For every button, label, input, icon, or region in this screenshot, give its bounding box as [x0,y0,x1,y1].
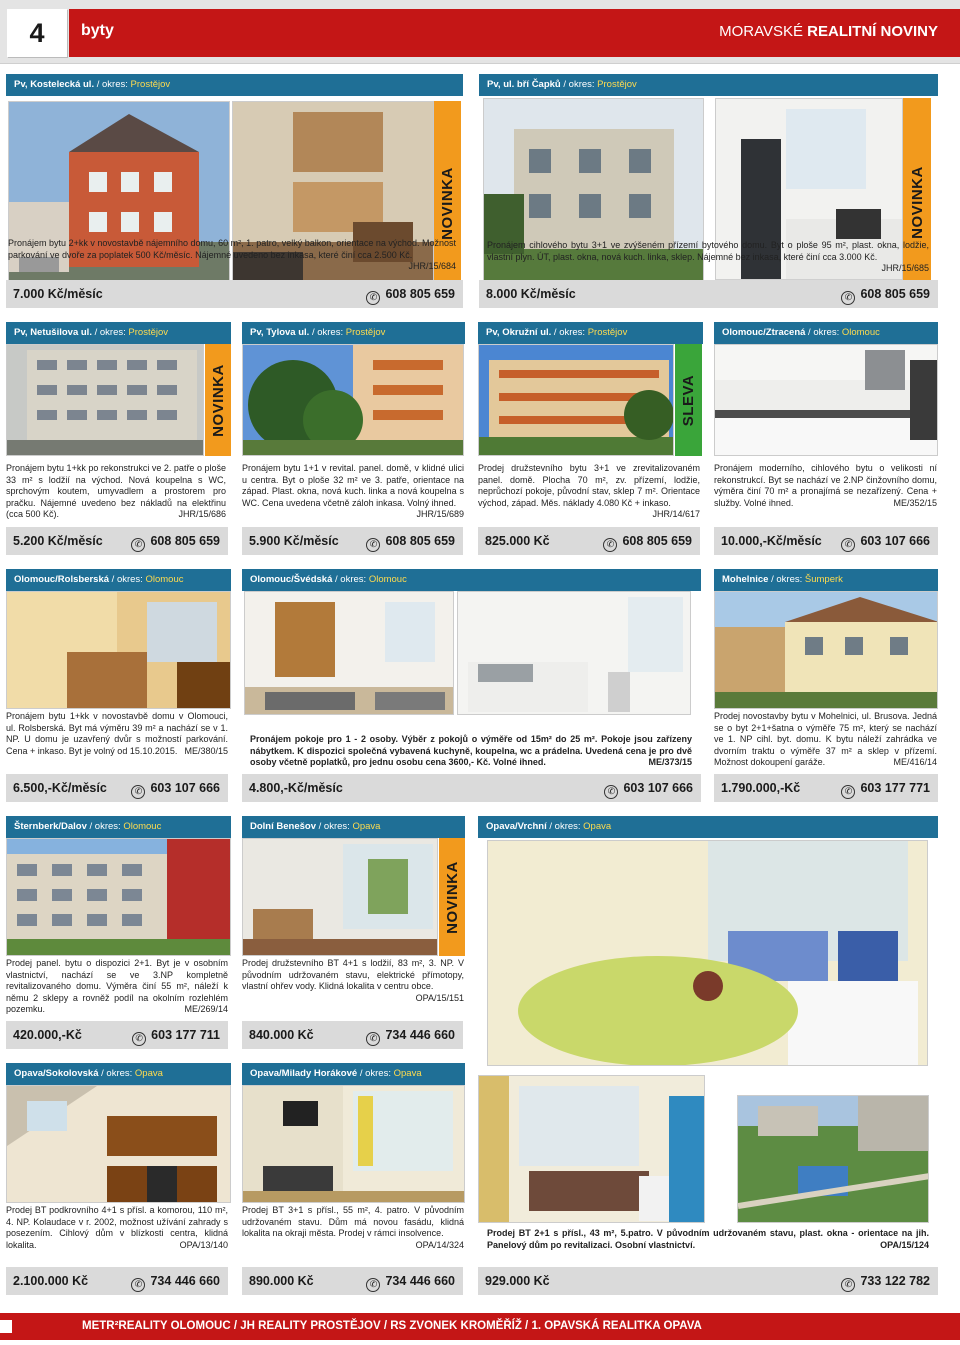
price: 890.000 Kč [249,1274,314,1288]
price: 5.900 Kč/měsíc [249,534,339,548]
desc-text: Prodej BT 3+1 s přísl., 55 m², 4. patro. V původním udržovaném stavu. Dům má novou fasádu, klidná lokalita na okraji města. Prodej v rámci insolvence. [242,1205,464,1239]
location: Pv, Okružní ul. [486,327,552,338]
price: 420.000,-Kč [13,1028,82,1042]
header-band [69,9,960,57]
phone-number[interactable]: 608 805 659 [150,534,220,548]
phone-number[interactable]: 603 177 711 [151,1028,220,1042]
listing-ref: ME/352/15 [893,497,937,508]
photo-revitalized-house [242,344,464,456]
badge-text: NOVINKA [443,860,461,934]
listing-card[interactable] [6,322,231,560]
price-bar [6,280,463,308]
location: Opava/Milady Horákové [250,1068,358,1079]
okres: Opava [583,821,612,832]
price-bar [714,774,938,802]
phone[interactable] [841,527,930,555]
okres: Opava [352,821,381,832]
listing-description [250,734,692,769]
photo-building [483,98,704,306]
phone[interactable] [841,1267,930,1295]
photo-kitchen-table [487,840,928,1066]
location-bar: Olomouc/Ztracená / okres: Olomouc [714,322,938,344]
listing-description [242,1205,464,1251]
desc-text: Prodej družstevního BT 4+1 s lodžií, 83 m², 3. NP. V původním udržovaném stavu, elektrické přímotopy, vlastní ohřev vody. Klidná lokalita v centru obce. [242,958,464,992]
phone-number[interactable]: 733 122 782 [860,1274,930,1288]
location-bar: Opava/Vrchní / okres: Opava [478,816,938,838]
location: Olomouc/Rolsberská [14,574,110,585]
price: 10.000,-Kč/měsíc [721,534,822,548]
listing-description [714,711,937,769]
listing-ref: OPA/15/151 [415,992,464,1003]
price: 8.000 Kč/měsíc [486,287,576,301]
price-bar [6,1021,228,1049]
photo-room [478,1075,705,1223]
desc-text: Pronájem pokoje pro 1 - 2 osoby. Výběr z pokojů o výměře od 15m² do 25 m². Pokoje jsou zařízeny nábytkem. K dispozici společná vybavená kuchyně, koupelna, wc a prádelna. Uvedená cena je pro dvě osoby včetně poplatků, pro jednu osobu cena 3600,- Kč. Volné ihned. [250,734,692,768]
photo-panel-house [6,344,204,456]
photo-interior [6,591,231,709]
brand-bold: REALITNÍ NOVINY [807,23,938,40]
phone-icon: ✆ [841,291,855,305]
location: Šternberk/Dalov [14,821,87,832]
photo-aerial-view [737,1095,929,1223]
listing-card[interactable] [714,322,938,560]
phone-icon: ✆ [366,1278,380,1292]
footer-marker [0,1320,12,1333]
okres-label: okres: [365,1068,391,1079]
section-title: byty [81,22,114,39]
desc-text: Prodej družstevního bytu 3+1 ve zrevitalizovaném panel. domě. Plocha 70 m², zv. přízemí, lodžie, neprůchozí pokoje, původní stav, sklep 7 m². Orientace východ, západ. Měs. náklady 4.080 Kč + inkaso. [478,463,700,508]
phone-number[interactable]: 608 805 659 [622,534,692,548]
okres: Opava [393,1068,422,1079]
brand-regular: MORAVSKÉ [719,23,803,40]
page-number: 4 [7,9,67,57]
listing-card[interactable] [6,816,231,1054]
phone-icon: ✆ [366,538,380,552]
location: Dolní Benešov [250,821,316,832]
listing-card[interactable] [6,1063,231,1301]
desc-text: Prodej BT podkrovního 4+1 s přísl. a komorou, 110 m², 4. NP. Kolaudace v r. 2002, možnost užívání zahrady s posezením. Cihlový dům v blízkosti centra, klidná lokalita. [6,1205,228,1250]
price-bar [479,280,938,308]
okres: Prostějov [130,79,171,90]
location-bar: Pv, Kostelecká ul. / okres: Prostějov [6,74,463,96]
price: 1.790.000,-Kč [721,781,801,795]
agency-4: 1. OPAVSKÁ REALITKA OPAVA [531,1320,702,1332]
photo-kitchen [715,98,903,306]
okres: Olomouc [123,821,162,832]
listing-ref: JHR/15/689 [416,509,464,520]
okres-label: okres: [317,327,344,338]
listing-ref: JHR/15/685 [881,263,929,274]
location: Pv, Netušilova ul. [14,327,92,338]
badge-text: NOVINKA [908,165,926,239]
okres-label: okres: [106,1068,133,1079]
listing-description [242,463,464,521]
listing-description [487,240,929,275]
phone-number[interactable]: 603 107 666 [150,781,220,795]
okres: Prostějov [587,327,628,338]
listing-card[interactable] [479,74,938,312]
okres: Prostějov [345,327,386,338]
photo-living-room [242,1085,465,1203]
badge-text: NOVINKA [209,363,227,437]
listing-description [487,1228,929,1251]
footer-agencies [82,1313,702,1340]
price-bar [242,1267,463,1295]
okres-label: okres: [99,327,126,338]
phone-number[interactable]: 603 107 666 [860,534,930,548]
price-bar [6,774,228,802]
okres-label: okres: [776,574,803,585]
phone-number[interactable]: 608 805 659 [385,534,455,548]
location: Pv, Tylova ul. [250,327,310,338]
phone-number[interactable]: 603 177 771 [860,781,930,795]
location-bar: Mohelnice / okres: Šumperk [714,569,938,591]
listing-card[interactable] [242,322,465,560]
location-bar: Pv, ul. bří Čapků / okres: Prostějov [479,74,938,96]
okres: Prostějov [597,79,637,90]
listing-description [714,463,937,509]
listing-card[interactable] [714,569,938,807]
page-footer [0,1313,960,1340]
agency-2: JH REALITY PROSTĚJOV [240,1320,381,1332]
brand-title [719,23,938,40]
phone[interactable] [366,1021,455,1049]
price: 7.000 Kč/měsíc [13,287,103,301]
okres: Olomouc [841,327,880,338]
listing-description [6,463,226,521]
listing-card[interactable] [478,1075,938,1227]
phone-number[interactable]: 734 446 660 [385,1274,455,1288]
separator: / [380,1320,391,1332]
photo-panel-house [6,838,231,956]
badge-novinka [205,344,231,456]
phone-icon: ✆ [841,538,855,552]
location: Olomouc/Ztracená [722,327,806,338]
price-bar [6,527,228,555]
listing-description [6,711,228,757]
badge-text: NOVINKA [439,167,457,240]
okres-label: okres: [568,79,595,90]
phone[interactable] [841,774,930,802]
listing-card[interactable] [242,569,701,807]
phone-icon: ✆ [841,785,855,799]
price: 4.800,-Kč/měsíc [249,781,343,795]
price-bar [478,527,700,555]
location: Pv, Kostelecká ul. [14,79,95,90]
listing-ref: ME/373/15 [648,757,692,768]
okres-label: okres: [94,821,121,832]
phone[interactable] [366,1267,455,1295]
price: 840.000 Kč [249,1028,314,1042]
desc-text: Pronájem cihlového bytu 3+1 ve zvýšeném přízemí bytového domu. Byt o ploše 95 m², plast. okna, lodžie, vlastní plyn. ÚT, plast. okna, nová kuch. linka, sklep. Nájemné bez inkasa, které činí cca 3.000 Kč. [487,240,929,262]
price: 825.000 Kč [485,534,550,548]
price: 2.100.000 Kč [13,1274,89,1288]
phone-number[interactable]: 608 805 659 [385,287,455,301]
okres-label: okres: [116,574,143,585]
phone[interactable] [366,280,455,308]
price-bar [242,1021,463,1049]
phone-icon: ✆ [841,1278,855,1292]
listing-card[interactable] [242,1063,465,1301]
location: Olomouc/Švédská [250,574,333,585]
location-bar: Opava/Milady Horákové / okres: Opava [242,1063,465,1085]
location-bar: Šternberk/Dalov / okres: Olomouc [6,816,231,838]
okres: Šumperk [804,574,843,585]
phone-icon: ✆ [132,1032,146,1046]
listing-ref: OPA/13/140 [179,1239,228,1250]
listing-ref: ME/416/14 [893,757,937,768]
phone-icon: ✆ [131,1278,145,1292]
price: 6.500,-Kč/měsíc [13,781,107,795]
phone[interactable] [131,774,220,802]
phone-number[interactable]: 734 446 660 [385,1028,455,1042]
phone-number[interactable]: 603 107 666 [623,781,693,795]
phone-number[interactable]: 734 446 660 [150,1274,220,1288]
okres-label: okres: [813,327,840,338]
phone[interactable] [366,527,455,555]
okres: Prostějov [128,327,169,338]
phone[interactable] [604,774,693,802]
separator: / [521,1320,532,1332]
location-bar: Olomouc/Švédská / okres: Olomouc [242,569,701,591]
location-bar: Pv, Okružní ul. / okres: Prostějov [478,322,703,344]
desc-text: Pronájem moderního, cihlového bytu o velikosti ní rekonstrukcí. Byt se nachází ve 2.NP činžovního domu, výměra činí 70 m² a pronajímá se nezařízený. Cena + služby. Volné ihned. [714,463,937,508]
listing-description [242,958,464,1004]
phone-icon: ✆ [131,538,145,552]
price-bar [242,774,701,802]
phone[interactable] [132,1021,220,1049]
phone-icon: ✆ [604,785,618,799]
agency-3: RS ZVONEK KROMĚŘÍŽ [390,1320,522,1332]
listing-description [6,958,228,1016]
badge-novinka [903,98,931,306]
desc-text: Pronájem bytu 2+kk v novostavbě nájemního domu, 60 m², 1. patro, velký balkon, orientace na východ. Možnost parkování ve dvoře za poplatek 500 Kč/měsíc. Nájemné uvedeno bez inkasa, které činí cca 2.500 Kč. [8,238,456,260]
listing-ref: JHR/15/684 [408,261,456,272]
okres-label: okres: [340,574,367,585]
badge-novinka [439,838,465,956]
badge-sleva [675,344,702,456]
separator: / [230,1320,241,1332]
location-bar: Pv, Netušilova ul. / okres: Prostějov [6,322,231,344]
badge-novinka [434,101,461,306]
page-header [0,0,960,64]
okres: Olomouc [368,574,407,585]
listing-ref: JHR/15/686 [178,509,226,520]
phone-icon: ✆ [131,785,145,799]
okres: Olomouc [145,574,184,585]
listing-description [8,238,456,273]
desc-text: Prodej BT 2+1 s přísl., 43 m², 5.patro. V původním udržovaném stavu, plast. okna - orientace na jih. Panelový dům po revitalizaci. Osobní vlastnictví. [487,1228,929,1250]
desc-text: Prodej panel. bytu o dispozici 2+1. Byt je v osobním vlastnictví, nachází se ve 3.NP kompletně revitalizovaného domu. Výměra činí 55 m², náleží k němu 2 sklepy a rovněž podíl na okolním rozlehlém pozemku. [6,958,228,1015]
listing-card[interactable] [478,816,938,1066]
agency-1: METR²REALITY OLOMOUC [82,1320,231,1332]
okres-label: okres: [102,79,128,90]
location-bar: Olomouc/Rolsberská / okres: Olomouc [6,569,231,591]
photo-room [244,591,454,715]
photo-panel-house [478,344,674,456]
photo-kitchenette [457,591,691,715]
price-bar [714,527,938,555]
location: Pv, ul. bří Čapků [487,79,561,90]
location-bar: Opava/Sokolovská / okres: Opava [6,1063,231,1085]
location: Mohelnice [722,574,769,585]
desc-text: Pronájem bytu 1+1 v revital. panel. domě, v klidné ulici u centra. Byt o ploše 32 m² ve 3. patře, orientace na západ. Plast. okna, nová kuch. linka a nová koupelna s WC. Cena uvedena včetně záloh inkasa. Volný ihned. [242,463,464,508]
listing-description [6,1205,228,1251]
okres-label: okres: [323,821,350,832]
okres: Opava [134,1068,163,1079]
photo-kitchen [232,101,434,306]
location: Opava/Sokolovská [14,1068,99,1079]
phone[interactable] [131,527,220,555]
listing-card[interactable] [242,816,465,1054]
desc-text: Pronájem bytu 1+kk po rekonstrukci ve 2. patře o ploše 33 m² s lodžií na východ. Nová koupelna s WC, sprchovým koutem, umyvadlem a prostorem pro pračku. Nájemné uvedeno bez nákladů na elektřinu (cca 500 Kč). [6,463,226,520]
listing-ref: OPA/14/324 [415,1239,464,1250]
photo-kitchen [714,344,938,456]
photo-house [8,101,230,306]
phone[interactable] [131,1267,220,1295]
price: 929.000 Kč [485,1274,550,1288]
listing-ref: ME/269/14 [184,1004,228,1015]
price-bar [242,527,463,555]
badge-text: SLEVA [680,374,697,426]
phone-icon: ✆ [366,1032,380,1046]
phone-icon: ✆ [366,291,380,305]
photo-new-house [714,591,938,709]
desc-text: Pronájem bytu 1+kk v novostavbě domu v Olomouci, ul. Rolsberská. Byt má výměru 39 m² a nachází se v 1. NP. U domu je uzavřený dvůr s možností parkování. Cena + inkaso. Byt je volný od 15.10.2015. [6,711,228,756]
phone-icon: ✆ [603,538,617,552]
location-bar: Pv, Tylova ul. / okres: Prostějov [242,322,465,344]
desc-text: Prodej novostavby bytu v Mohelnici, ul. Brusova. Jedná se o byt 2+1+šatna o výměře 75 m², který se nachází ve 1. NP cihl. byt. domu. K bytu náleží zahrádka ve dvorním traktu o výměře 37 m² a sklep v přízemí. Možnost dokoupení garáže. [714,711,937,768]
location: Opava/Vrchní [486,821,547,832]
listing-card[interactable] [478,322,703,560]
price-bar [6,1267,228,1295]
photo-attic-kitchen [6,1085,231,1203]
listing-description [478,463,700,521]
price: 5.200 Kč/měsíc [13,534,103,548]
photo-room-window [242,838,438,956]
phone-number[interactable]: 608 805 659 [860,287,930,301]
location-bar: Dolní Benešov / okres: Opava [242,816,465,838]
listing-card[interactable] [6,74,463,312]
listing-ref: ME/380/15 [184,745,228,756]
listing-ref: JHR/14/617 [652,509,700,520]
listing-ref: OPA/15/124 [880,1239,929,1250]
phone[interactable] [841,280,930,308]
phone[interactable] [603,527,692,555]
okres-label: okres: [559,327,586,338]
price-bar [478,1267,938,1295]
okres-label: okres: [554,821,581,832]
listing-card[interactable] [6,569,231,807]
